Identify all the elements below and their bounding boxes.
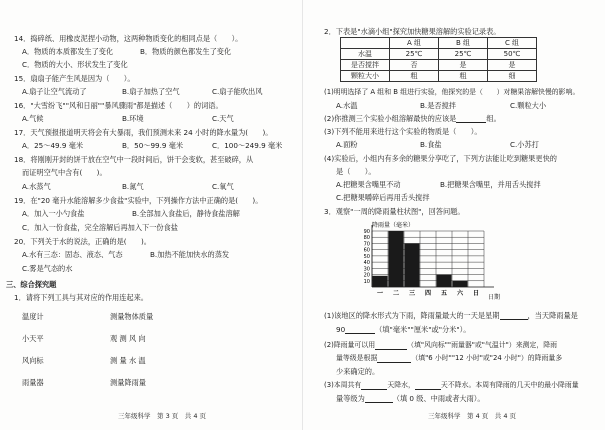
- table-cell: 25℃: [390, 49, 439, 60]
- x-tick-label: 三: [408, 290, 416, 297]
- q2-4-stem-cont: 是（ ）。: [336, 167, 376, 176]
- bar-二: [389, 231, 404, 287]
- q2-1-option-a: A.水温: [336, 101, 358, 110]
- y-tick-label: 40: [363, 260, 370, 267]
- q16-option-c: C.天气: [212, 114, 234, 123]
- table-cell: 颗粒大小: [341, 71, 390, 82]
- chart-xlabel: 日期: [488, 294, 501, 301]
- q17-option-b: B．50～99.9 毫米: [122, 141, 184, 150]
- table-header-cell: [341, 38, 390, 49]
- table-cell: 是: [439, 60, 488, 71]
- q14-option-b: B．物质的颜色都发生了变化: [140, 47, 232, 56]
- q3-1-blank-day[interactable]: [500, 312, 528, 320]
- q3-3-text4: 量等级为: [336, 394, 365, 403]
- q16-option-b: B.环境: [122, 114, 144, 123]
- q3-2-text2: （填"风向标""雨量器"或"气温计"）来测定，降雨: [407, 341, 558, 349]
- x-tick-label: 二: [392, 290, 400, 297]
- q2-3-stem: (3)下列不能用来进行这个实验的物质是（ ）。: [324, 127, 482, 136]
- q19-option-a: A．加入一小勺食盐: [22, 209, 85, 218]
- q3-3-blank-level[interactable]: [365, 395, 393, 403]
- q3-3-text3: 天不降水。本周有降雨的几天中的最小降雨量: [440, 381, 579, 389]
- x-tick-label: 一: [376, 290, 384, 297]
- q18-option-a: A.水蒸气: [22, 182, 51, 191]
- q18-option-b: B.氮气: [122, 182, 144, 191]
- table-cell: 是否搅拌: [341, 60, 390, 71]
- use-1: 测量物体质量: [110, 312, 154, 321]
- q3-3-text5: （填 0 级、中雨或者大雨）。: [392, 394, 485, 403]
- q15-option-c: C.扇子能吹出风: [212, 87, 263, 96]
- bar-一: [373, 276, 388, 287]
- bar-六: [453, 281, 468, 287]
- q18-stem: 18．将刚刚开封的饼干放在空气中一段时间后，饼干会变软，甚至破碎，从: [14, 155, 254, 164]
- q15-option-b: B.扇子加热了空气: [122, 87, 180, 96]
- x-tick-label: 五: [440, 290, 448, 297]
- y-tick-label: 70: [363, 241, 370, 248]
- tool-4: 雨量器: [22, 378, 44, 387]
- tool-3: 风向标: [22, 356, 44, 365]
- q3-3-blank-rain-days[interactable]: [361, 382, 387, 390]
- table-cell: 水温: [341, 49, 390, 60]
- q16-stem: 16．"大雪纷飞""风和日丽""暴风骤雨"都是描述（ ）的词语。: [14, 101, 223, 110]
- q3-2-text3: 量等级是根据: [336, 354, 378, 362]
- tool-2: 小天平: [22, 334, 44, 343]
- table-header-cell: C 组: [488, 38, 537, 49]
- x-tick-label: 日: [472, 290, 480, 297]
- q20-option-a: A.水有三态：固态、液态、气态: [22, 250, 123, 259]
- q14-option-a: A．物质的本质都发生了变化: [22, 47, 114, 56]
- q3-3-blank-dry-days[interactable]: [415, 382, 441, 390]
- q15-option-a: A.扇子让空气流动了: [22, 87, 87, 96]
- page-fold: [302, 0, 303, 430]
- q2-4-option-a: A.把糖果含嘴里不动: [336, 180, 401, 189]
- chart-ylabel: 降雨量（毫米）: [372, 222, 415, 229]
- y-tick-label: 90: [363, 229, 370, 235]
- q20-stem: 20．下列关于水的说法，正确的是( )。: [14, 237, 151, 246]
- bar-五: [437, 275, 452, 287]
- q19-option-c: C．加入一份食盐，完全溶解后再加入下一份食盐: [22, 223, 178, 232]
- q3-3-stem: [324, 381, 579, 390]
- q3-3-text: (3)本周共有: [324, 381, 362, 389]
- x-tick-label: 四: [424, 290, 432, 297]
- q3-stem: 3．观察"一周的降雨量柱状图"，回答问题。: [324, 207, 465, 216]
- q14-stem: 14．捣碎纸、用橡皮泥捏小动物，这两种物质变化的相同点是（ ）。: [14, 34, 243, 43]
- table-header-cell: B 组: [439, 38, 488, 49]
- q2-2-stem: [324, 114, 501, 123]
- q3-1-stem-cont: [336, 325, 470, 334]
- table-cell: 25℃: [439, 49, 488, 60]
- q3-2-blank-tool[interactable]: [375, 342, 407, 350]
- y-tick-label: 60: [363, 247, 370, 254]
- q2-2-blank[interactable]: [456, 115, 486, 123]
- use-2: 观 测 风 向: [110, 334, 146, 343]
- q3-2-text: (2)降雨量可以用: [324, 341, 376, 349]
- x-tick-label: 六: [456, 290, 464, 297]
- q2-2-text: (2)你推测三个实验小组溶解最快的应该是: [324, 114, 457, 123]
- q2-1-option-c: C.颗粒大小: [510, 101, 547, 110]
- table-row: [341, 49, 537, 60]
- right-footer: 三年级科学 第 4 页 共 4 页: [428, 412, 517, 420]
- y-tick-label: 20: [363, 272, 370, 279]
- q3-1-value: 90: [336, 325, 346, 334]
- q3-2-text4: （填"6 小时""12 小时"或"24 小时"）的降雨量多: [411, 354, 563, 362]
- left-footer: 三年级科学 第 3 页 共 4 页: [118, 412, 207, 420]
- q2-1-stem: (1)明明选择了 A 组和 B 组进行实验，他探究的是（ ）对糖果溶解快慢的影响。: [324, 88, 580, 96]
- section-3-heading: 三、综合探究题: [6, 280, 57, 289]
- q3-2-blank-hours[interactable]: [377, 355, 411, 363]
- y-tick-label: 50: [363, 253, 370, 260]
- q2-3-option-b: B.食盐: [420, 140, 442, 149]
- q16-option-a: A.气候: [22, 114, 44, 123]
- q20-option-c: C.雾是气态的水: [22, 264, 73, 273]
- q3-1-text: (1)该地区的降水形式为下雨，降雨量最大的一天是星期: [324, 311, 500, 320]
- q19-option-b: B.全部加入食盐后，静待食盐溶解: [132, 209, 240, 218]
- rainfall-bar-chart: [350, 219, 510, 303]
- table-cell: 粗: [439, 71, 488, 82]
- table-cell: 是: [488, 60, 537, 71]
- use-3: 测 量 水 温: [110, 356, 146, 365]
- q17-option-a: A．25～49.9 毫米: [22, 141, 84, 150]
- q2-3-option-a: A.面粉: [336, 140, 358, 149]
- y-tick-label: 80: [363, 235, 370, 242]
- table-cell: 否: [390, 60, 439, 71]
- q2-4-stem: (4)实验后，小组内有多余的糖果分享吃了，下列方法能让吃到糖果更快的: [324, 154, 557, 163]
- q2-2-suffix: 组。: [486, 114, 501, 123]
- experiment-table: [340, 37, 537, 82]
- use-4: 测量降雨量: [110, 378, 146, 387]
- table-cell: 粗: [390, 71, 439, 82]
- q3-1-blank-unit[interactable]: [345, 326, 375, 334]
- q3-1-stem: [324, 311, 578, 320]
- q2-stem: 2．下表是"水滴小组"探究加快糖果溶解的实验记录表。: [324, 27, 501, 36]
- q1-stem: 1．请将下列工具与其对应的作用连起来。: [14, 293, 148, 302]
- table-row: [341, 60, 537, 71]
- q3-3-stem-cont: [336, 394, 485, 403]
- q14-option-c: C．物质的大小、形状发生了变化: [22, 60, 128, 69]
- q17-option-c: C．100～249.9 毫米: [212, 141, 283, 150]
- q20-option-b: B.加热不能加快水的蒸发: [150, 250, 230, 259]
- q18-stem-cont: 而证明空气中含有( )。: [22, 168, 107, 177]
- q2-4-option-c: C.把糖果嚼碎后再用舌头搅拌: [336, 193, 430, 202]
- q18-option-c: C.氧气: [212, 182, 234, 191]
- table-cell: 细: [488, 71, 537, 82]
- bar-三: [405, 243, 420, 287]
- q3-2-stem: [324, 341, 557, 350]
- y-tick-label: 10: [363, 278, 370, 285]
- tool-1: 温度计: [22, 312, 44, 321]
- table-cell: 50℃: [488, 49, 537, 60]
- table-row: [341, 71, 537, 82]
- q19-stem: 19．在"20 毫升水能溶解多少食盐"实验中，下列操作方法中正确的是( )。: [14, 196, 263, 205]
- q2-4-option-b: B.把糖果含嘴里，并用舌头搅拌: [440, 180, 541, 189]
- q2-3-option-c: C.小苏打: [510, 140, 539, 149]
- y-tick-label: 30: [363, 266, 370, 273]
- q17-stem: 17．天气预报报道明天将会有大暴雨，我们预测未来 24 小时的降水量为( )。: [14, 128, 273, 137]
- q15-stem: 15．扇扇子能产生风是因为（ ）。: [14, 74, 135, 83]
- table-header-cell: A 组: [390, 38, 439, 49]
- q3-2-stem-cont: [336, 354, 562, 363]
- q2-1-option-b: B.是否搅拌: [420, 101, 456, 110]
- q3-1-text3: （填"毫米""厘米"或"分米"）。: [375, 325, 471, 334]
- q3-3-text2: 天降水，: [387, 381, 415, 389]
- q3-1-text2: ，当天降雨量是: [527, 311, 578, 320]
- q3-2-stem-end: 少来确定的。: [336, 367, 380, 376]
